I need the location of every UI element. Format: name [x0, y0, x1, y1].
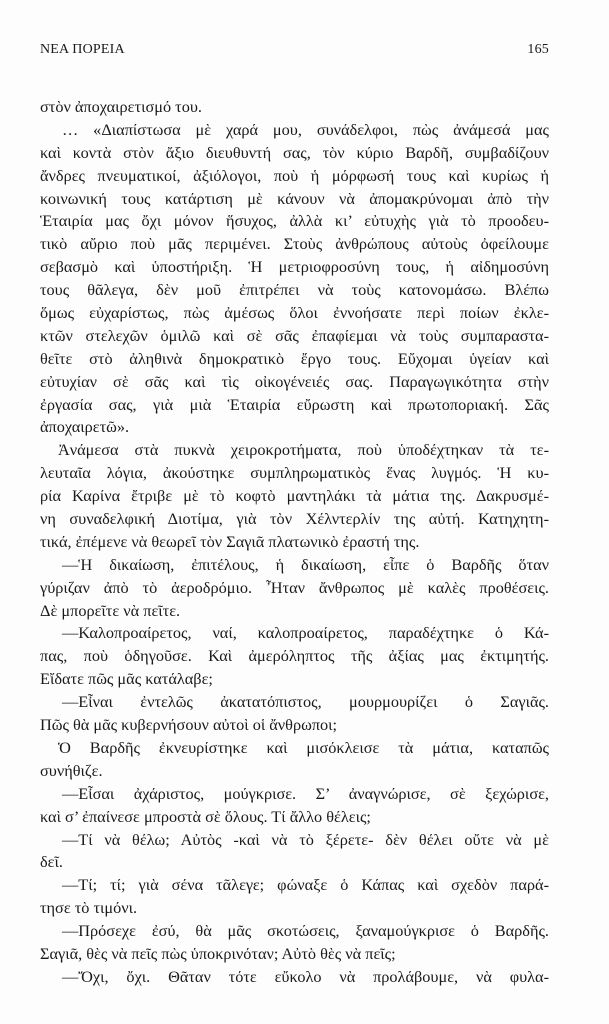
- text-line: δεῖ.: [40, 852, 63, 872]
- text-line: Σαγιᾶ, θὲς νὰ πεῖς πὼς ὑποκρινόταν; Αὐτὸ θὲς νὰ πεῖς;: [40, 943, 396, 963]
- text-line: πας, ποὺ ὁδηγοῦσε. Καὶ ἀμερόληπτος τῆς ἀξίας μας ἐκτιμητής.: [40, 646, 549, 666]
- text-line: Πῶς θὰ μᾶς κυβερνήσουν αὐτοὶ οἱ ἄνθρωποι;: [40, 715, 338, 735]
- text-line: κτῶν στελεχῶν ὁμιλῶ καὶ σὲ σᾶς ἐπαφίεμαι νὰ τοὺς συμπαραστα-: [40, 325, 549, 345]
- text-line: Ὁ Βαρδῆς ἐκνευρίστηκε καὶ μισόκλεισε τὰ μάτια, καταπῶς: [58, 737, 549, 757]
- text-line: —Ὄχι, ὄχι. Θᾶταν τότε εὔκολο νὰ προλάβουμε, νὰ φυλα-: [62, 966, 549, 986]
- text-line: λευταῖα λόγια, ἀκούστηκε συμπληρωματικὸς ἕνας λυγμός. Ἡ κυ-: [40, 463, 549, 483]
- text-line: σεβασμὸ καὶ ὑποστήριξη. Ἡ μετριοφροσύνη τους, ἡ αἰδημοσύνη: [40, 257, 549, 277]
- text-line: τικὸ αὔριο ποὺ μᾶς περιμένει. Στοὺς ἀνθρώπους αὐτοὺς ὀφείλουμε: [40, 234, 549, 254]
- text-line: τησε τὸ τιμόνι.: [40, 898, 138, 918]
- text-line: καὶ κοντὰ στὸν ἄξιο διευθυντή σας, τὸν κύριο Βαρδῆ, συμβαδίζουν: [40, 142, 549, 162]
- text-line: —Ἡ δικαίωση, ἐπιτέλους, ἡ δικαίωση, εἶπε ὁ Βαρδῆς ὅταν: [62, 554, 549, 574]
- text-line: —Εἶσαι ἀχάριστος, μούγκρισε. Σ’ ἀναγνώρισε, σὲ ξεχώρισε,: [62, 783, 549, 803]
- text-line: … «Διαπίστωσα μὲ χαρά μου, συνάδελφοι, πὼς ἀνάμεσά μας: [62, 119, 549, 139]
- running-head: [40, 42, 549, 58]
- text-line: τους θᾶλεγα, δὲν μοῦ ἐπιτρέπει νὰ τοὺς κατονομάσω. Βλέπω: [40, 280, 549, 300]
- text-line: νη συναδελφική Διοτίμα, γιὰ τὸν Χέλντερλίν της αὐτή. Κατηχητη-: [40, 509, 549, 529]
- text-line: —Τί; τί; γιὰ σένα τᾶλεγε; φώναξε ὁ Κάπας καὶ σχεδὸν παρά-: [62, 875, 549, 895]
- text-line: —Τί νὰ θέλω; Αὐτὸς -καὶ νὰ τὸ ξέρετε- δὲν θέλει οὔτε νὰ μὲ: [62, 829, 549, 849]
- text-line: εὐτυχίαν σὲ σᾶς καὶ τὶς οἰκογένειές σας. Παραγωγικότητα στὴν: [40, 371, 549, 391]
- text-line: Δὲ μπορεῖτε νὰ πεῖτε.: [40, 600, 181, 620]
- text-line: Εἴδατε πῶς μᾶς κατάλαβε;: [40, 669, 213, 689]
- text-line: καὶ σ’ ἐπαίνεσε μπροστὰ σὲ ὅλους. Τί ἄλλο θέλεις;: [40, 806, 371, 826]
- text-line: ἄνδρες πνευματικοί, ἀξιόλογοι, ποὺ ἡ μόρφωσή τους καὶ κυρίως ἡ: [40, 165, 549, 185]
- text-line: γύριζαν ἀπὸ τὸ ἀεροδρόμιο. Ἦταν ἄνθρωπος μὲ καλὲς προθέσεις.: [40, 577, 549, 597]
- text-line: —Καλοπροαίρετος, ναί, καλοπροαίρετος, παραδέχτηκε ὁ Κά-: [62, 623, 549, 643]
- text-line: ἀποχαιρετῶ».: [40, 417, 130, 437]
- page-number: 165: [527, 42, 549, 57]
- text-line: στὸν ἀποχαιρετισμό του.: [40, 97, 202, 116]
- text-line: θεῖτε στὸ ἀληθινὰ δημοκρατικὸ ἔργο τους. Εὔχομαι ὑγείαν καὶ: [40, 348, 549, 368]
- text-line: ὅμως εὐχαρίστως, πὼς ἀμέσως ὅλοι ἐννοήσατε περὶ ποίων ἐκλε-: [40, 303, 549, 323]
- text-line: —Εἶναι ἐντελῶς ἀκατατόπιστος, μουρμουρίζει ὁ Σαγιᾶς.: [62, 692, 549, 712]
- running-title: ΝΕΑ ΠΟΡΕΙΑ: [40, 42, 125, 57]
- body-text: [40, 96, 549, 989]
- text-line: κοινωνική τους κατάρτιση μὲ κάνουν νὰ ἀπομακρύνομαι ἀπὸ τὴν: [40, 188, 549, 208]
- text-line: ἐργασία σας, γιὰ μιὰ Ἑταιρία εὔρωστη καὶ πρωτοποριακή. Σᾶς: [40, 394, 549, 414]
- text-line: ρία Καρίνα ἔτριβε μὲ τὸ κοφτὸ μαντηλάκι τὰ μάτια της. Δακρυσμέ-: [40, 486, 549, 506]
- text-line: —Πρόσεχε ἐσύ, θὰ μᾶς σκοτώσεις, ξαναμούγκρισε ὁ Βαρδῆς.: [62, 921, 549, 941]
- text-line: συνήθιζε.: [40, 760, 103, 780]
- text-line: Ἑταιρία μας ὄχι μόνον ἥσυχος, ἀλλὰ κι’ εὐτυχὴς γιὰ τὸ προοδευ-: [40, 211, 549, 231]
- text-line: τικά, ἐπέμενε νὰ θεωρεῖ τὸν Σαγιᾶ πλατωνικὸ ἐραστή της.: [40, 531, 420, 551]
- text-line: Ἀνάμεσα στὰ πυκνὰ χειροκροτήματα, ποὺ ὑποδέχτηκαν τὰ τε-: [58, 440, 549, 460]
